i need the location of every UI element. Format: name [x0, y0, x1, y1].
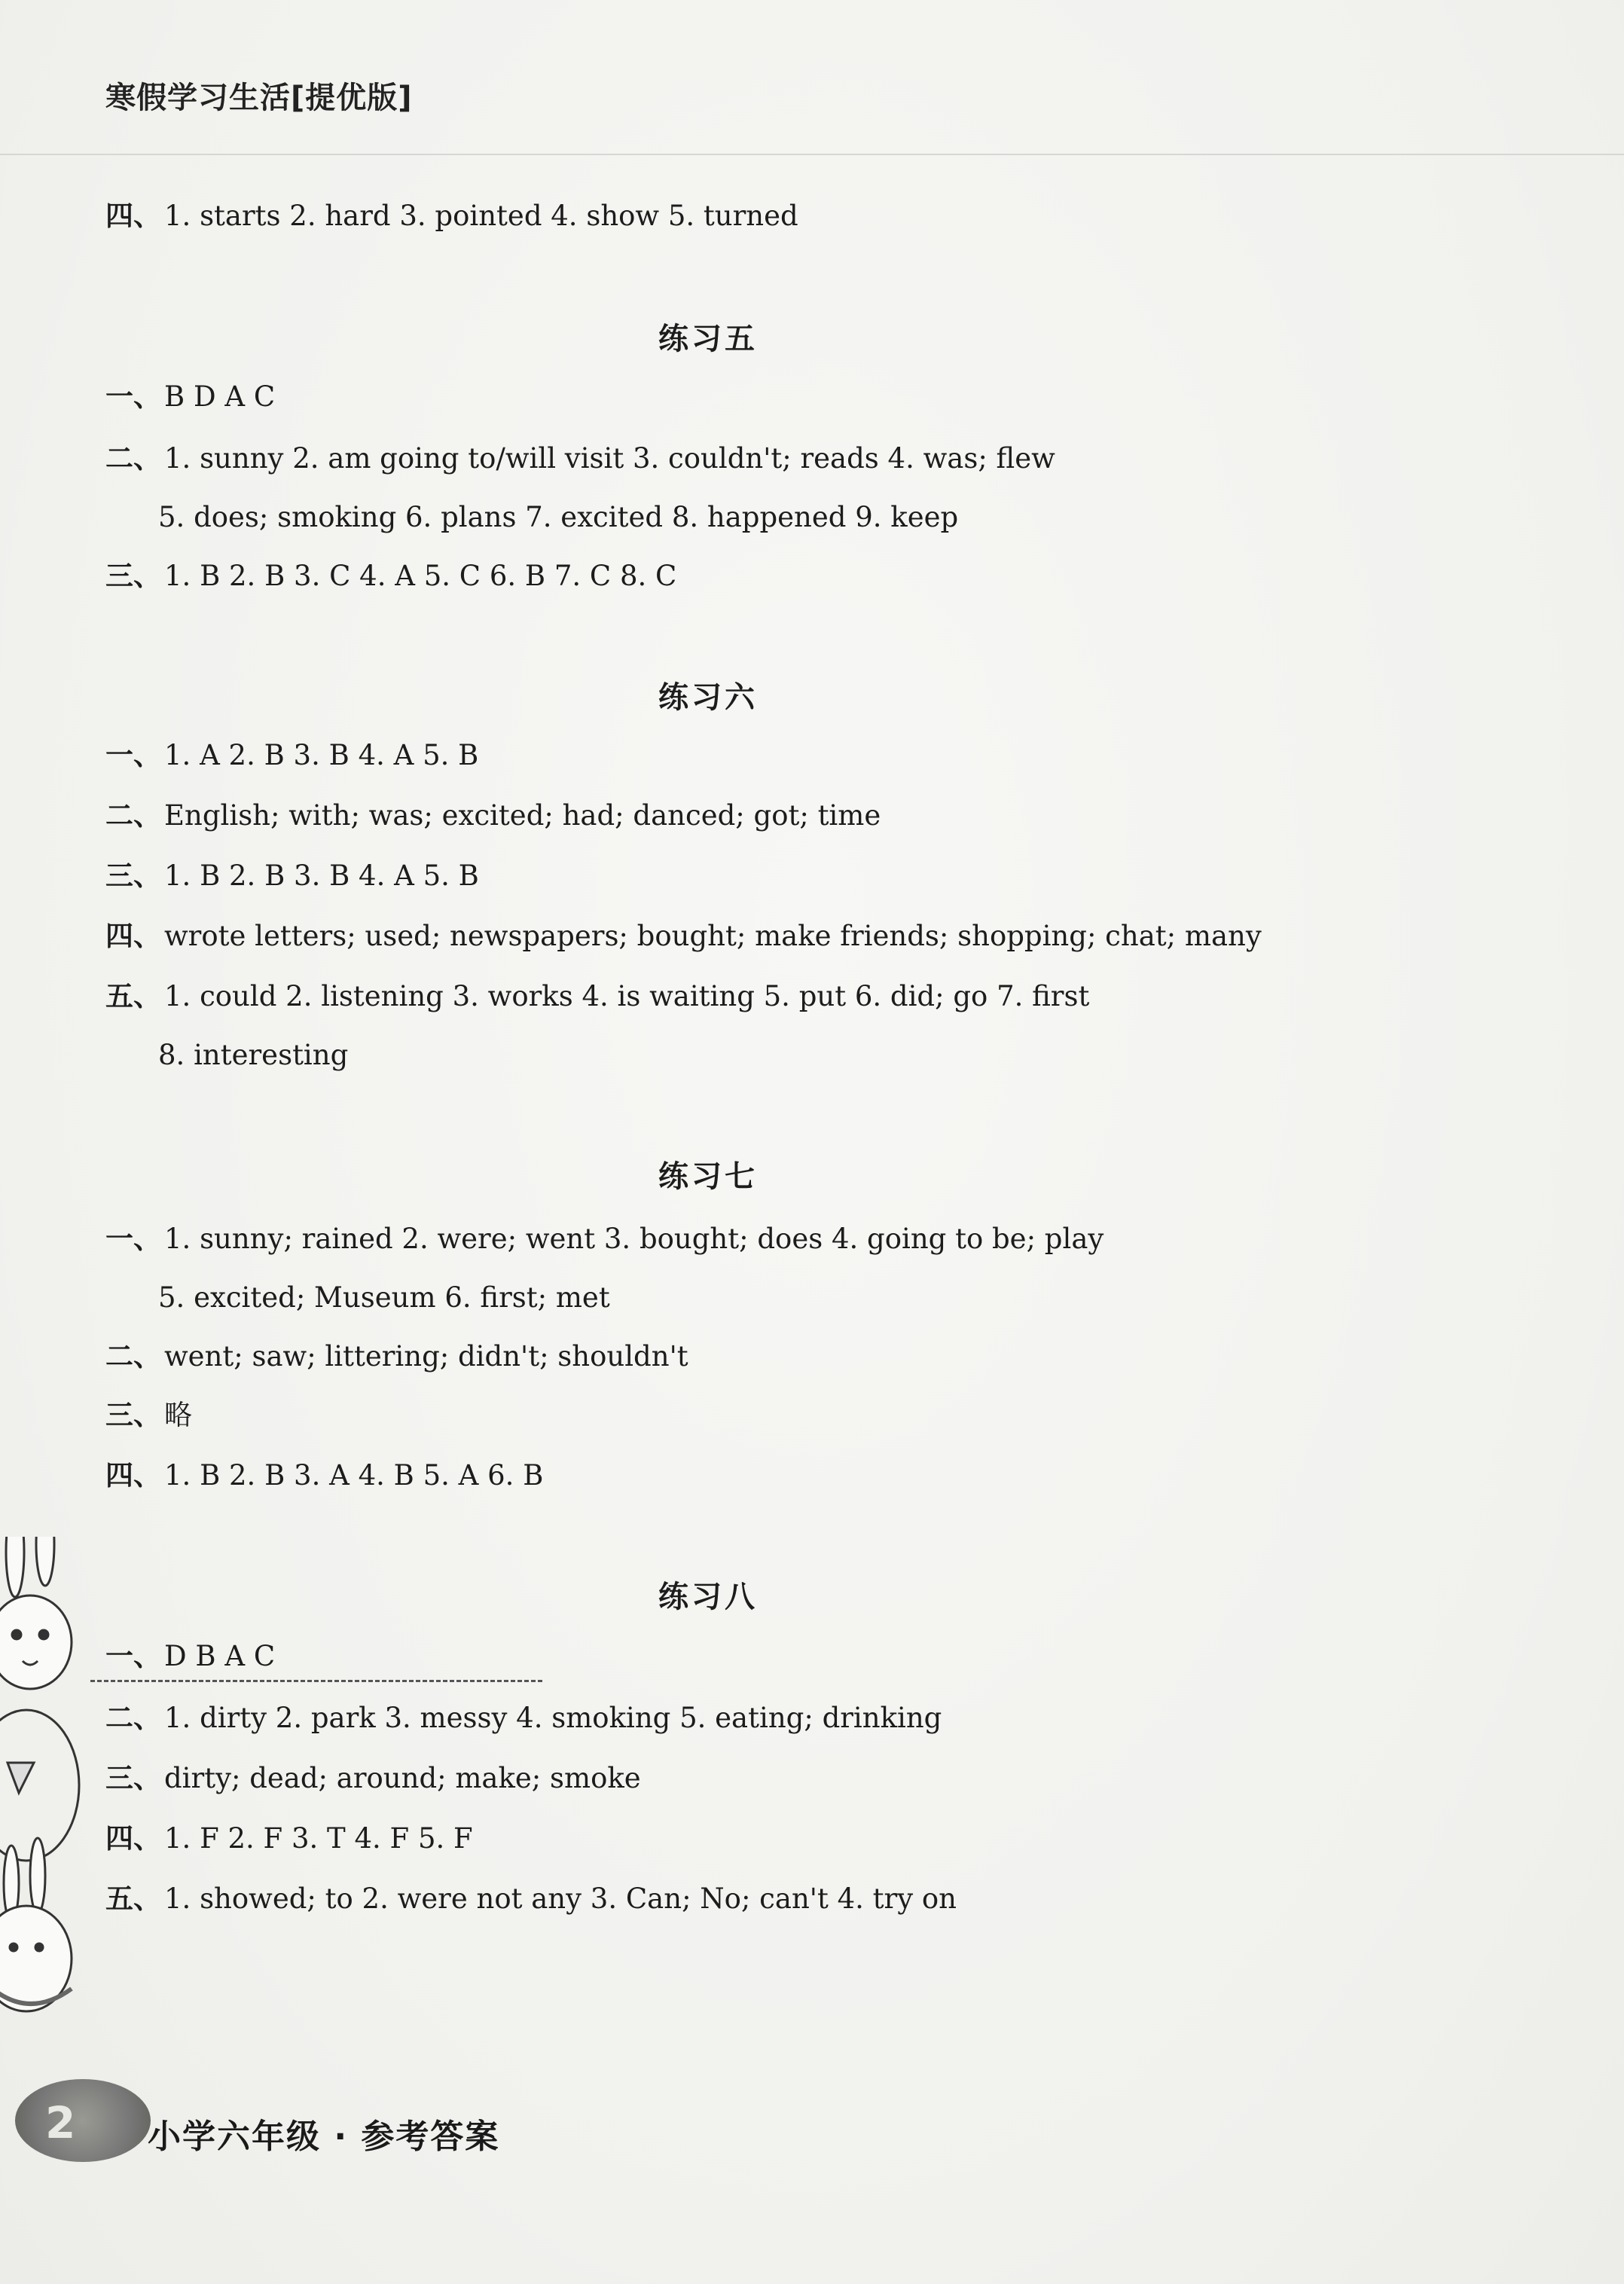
header-title: 寒假学习生活[提优版] [105, 81, 413, 115]
answer-line [105, 922, 1262, 950]
item-label: 一、 [105, 1640, 161, 1672]
item-label: 二、 [105, 442, 161, 475]
item-label: 三、 [105, 1399, 161, 1431]
item-label: 三、 [105, 1762, 161, 1794]
dashed-divider [90, 1680, 542, 1682]
item-answers: 1. B 2. B 3. A 4. B 5. A 6. B [164, 1459, 544, 1492]
answer-line [105, 202, 798, 230]
item-label: 二、 [105, 799, 161, 832]
item-label: 四、 [105, 1459, 161, 1492]
answer-line [105, 442, 1055, 475]
item-answers: 1. could 2. listening 3. works 4. is waiting 5. put 6. did; go 7. first [164, 980, 1090, 1012]
item-answers: 1. A 2. B 3. B 4. A 5. B [164, 739, 479, 771]
item-answers: 1. B 2. B 3. C 4. A 5. C 6. B 7. C 8. C [164, 560, 677, 592]
item-answers: 1. sunny; rained 2. were; went 3. bought; does 4. going to be; play [164, 1223, 1104, 1255]
item-answers: went; saw; littering; didn't; shouldn't [164, 1340, 688, 1373]
answer-line [105, 799, 881, 832]
item-label: 四、 [105, 200, 161, 232]
answer-line [105, 1225, 1104, 1253]
answer-line [105, 1401, 192, 1429]
answer-line [105, 1764, 641, 1792]
item-answers: 1. sunny 2. am going to/will visit 3. couldn't; reads 4. was; flew [164, 442, 1055, 475]
answer-line [105, 1704, 942, 1732]
item-label: 二、 [105, 1702, 161, 1734]
answer-continuation: 5. excited; Museum 6. first; met [158, 1281, 610, 1314]
answer-line [105, 1882, 957, 1915]
answer-line [105, 1822, 473, 1855]
section-title-ex8: 练习八 [658, 1580, 758, 1614]
item-label: 五、 [105, 1882, 161, 1915]
item-answers: 1. dirty 2. park 3. messy 4. smoking 5. eating; drinking [164, 1702, 942, 1734]
answer-line [105, 982, 1089, 1010]
item-label: 一、 [105, 380, 161, 413]
item-answers: 1. showed; to 2. were not any 3. Can; No; can't 4. try on [164, 1882, 957, 1915]
page-number-badge [15, 2079, 151, 2162]
item-answers: 1. starts 2. hard 3. pointed 4. show 5. turned [164, 200, 798, 232]
answer-continuation: 5. does; smoking 6. plans 7. excited 8. happened 9. keep [158, 501, 959, 533]
answer-line [105, 1642, 275, 1670]
item-answers: 略 [164, 1399, 192, 1431]
item-label: 四、 [105, 1822, 161, 1855]
answer-continuation: 8. interesting [158, 1039, 349, 1071]
section-title-ex6: 练习六 [658, 680, 758, 715]
footer-title: 小学六年级 · 参考答案 [148, 2118, 500, 2156]
page-number: 2 [45, 2097, 76, 2148]
item-answers: dirty; dead; around; make; smoke [164, 1762, 641, 1794]
answer-line [105, 1340, 688, 1373]
item-label: 三、 [105, 860, 161, 892]
item-label: 二、 [105, 1340, 161, 1373]
item-answers: D B A C [164, 1640, 276, 1672]
answer-line [105, 862, 479, 890]
item-answers: B D A C [164, 380, 276, 413]
rabbit-mascot-illustration [0, 1537, 83, 2026]
item-answers: 1. B 2. B 3. B 4. A 5. B [164, 860, 479, 892]
section-title-ex5: 练习五 [658, 322, 758, 356]
section-title-ex7: 练习七 [658, 1159, 758, 1194]
item-label: 一、 [105, 1223, 161, 1255]
item-answers: wrote letters; used; newspapers; bought; make friends; shopping; chat; many [164, 920, 1262, 952]
item-label: 四、 [105, 920, 161, 952]
item-label: 三、 [105, 560, 161, 592]
item-answers: English; with; was; excited; had; danced; got; time [164, 799, 881, 832]
item-label: 五、 [105, 980, 161, 1012]
item-answers: 1. F 2. F 3. T 4. F 5. F [164, 1822, 473, 1855]
answer-line [105, 562, 676, 590]
answer-line [105, 741, 478, 769]
answer-line [105, 380, 276, 413]
item-label: 一、 [105, 739, 161, 771]
answer-line [105, 1459, 544, 1492]
header-divider [0, 154, 1624, 155]
